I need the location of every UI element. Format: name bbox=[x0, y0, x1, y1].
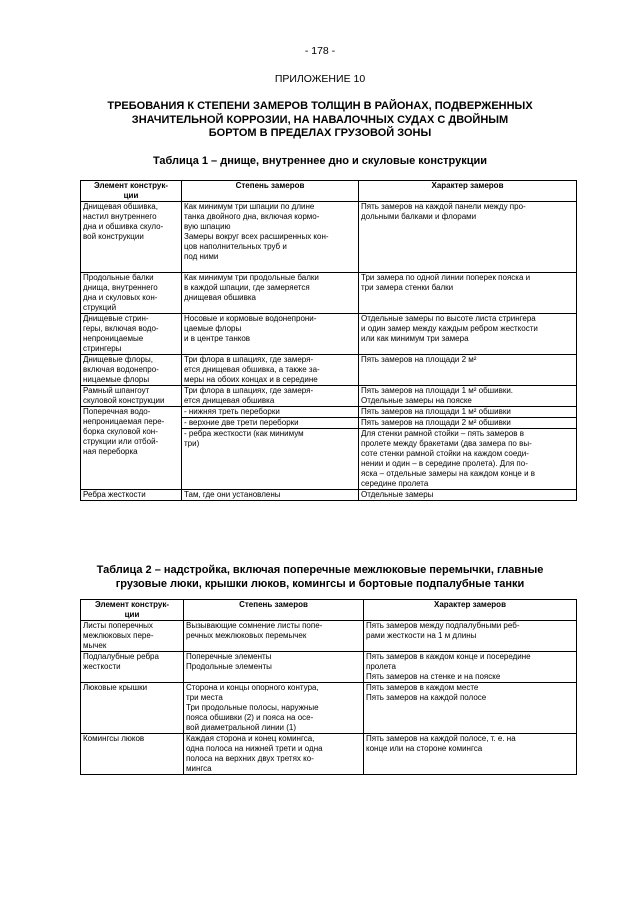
extent-cell bbox=[182, 355, 359, 386]
caption-line: Таблица 1 – днище, внутреннее дно и скуловые конструкции bbox=[152, 155, 488, 167]
cell-line: Днищевая обшивка, bbox=[83, 202, 158, 211]
cell-line: - ребра жесткости (как минимум bbox=[184, 429, 304, 438]
pattern-cell bbox=[359, 386, 577, 407]
cell-line: струкций bbox=[83, 303, 117, 312]
extent-cell bbox=[182, 273, 359, 314]
element-cell bbox=[81, 621, 184, 652]
cell-line: рами жесткости на 1 м длины bbox=[366, 631, 477, 640]
cell-line: Пять замеров на стенке и на пояске bbox=[366, 672, 501, 681]
cell-line: струкции или отбой- bbox=[83, 437, 159, 446]
cell-line: соте стенки рамной стойки на каждом соеди- bbox=[361, 449, 529, 458]
cell-line: вой конструкции bbox=[83, 232, 144, 241]
cell-line: Пять замеров в каждом конце и посередине bbox=[366, 652, 531, 661]
pattern-cell bbox=[364, 734, 577, 775]
cell-line: речных межлюковых перемычек bbox=[186, 631, 307, 640]
header-line: Степень замеров bbox=[239, 600, 308, 609]
header-line: ции bbox=[123, 191, 139, 200]
cell-line: Отдельные замеры на пояске bbox=[361, 396, 472, 405]
pattern-cell bbox=[359, 355, 577, 386]
cell-line: Каждая сторона и конец комингса, bbox=[186, 734, 315, 743]
element-cell bbox=[81, 314, 182, 355]
cell-line: мингса bbox=[186, 764, 212, 773]
heading-line: БОРТОМ В ПРЕДЕЛАХ ГРУЗОВОЙ ЗОНЫ bbox=[208, 127, 432, 139]
cell-line: вую шпацию bbox=[184, 222, 231, 231]
cell-line: днищевая обшивка bbox=[184, 293, 256, 302]
header-pattern bbox=[364, 600, 577, 621]
cell-line: цов наполнительных труб и bbox=[184, 242, 287, 251]
extent-cell bbox=[184, 652, 364, 683]
pattern-cell bbox=[364, 683, 577, 734]
table-row bbox=[81, 273, 577, 314]
cell-line: танка двойного дна, включая кормо- bbox=[184, 212, 320, 221]
cell-line: Комингсы люков bbox=[83, 734, 145, 743]
pattern-cell bbox=[359, 490, 577, 501]
cell-line: Люковые крышки bbox=[83, 683, 148, 692]
table1-caption bbox=[60, 155, 580, 169]
cell-line: и в центре танков bbox=[184, 334, 251, 343]
extent-cell bbox=[182, 202, 359, 273]
cell-line: середине пролета bbox=[361, 479, 429, 488]
cell-line: пролета bbox=[366, 662, 396, 671]
extent-cell bbox=[182, 418, 359, 429]
table-row bbox=[81, 652, 577, 683]
cell-line: геры, включая водо- bbox=[83, 324, 159, 333]
cell-line: Там, где они установлены bbox=[184, 490, 281, 499]
cell-line: Три флора в шпациях, где замеря- bbox=[184, 386, 314, 395]
pattern-cell bbox=[359, 314, 577, 355]
header-extent bbox=[184, 600, 364, 621]
cell-line: Поперечные элементы bbox=[186, 652, 272, 661]
heading-line: ТРЕБОВАНИЯ К СТЕПЕНИ ЗАМЕРОВ ТОЛЩИН В РАЙОНАХ, ПОДВЕРЖЕННЫХ bbox=[107, 100, 533, 112]
appendix-title: ПРИЛОЖЕНИЕ 10 bbox=[274, 73, 366, 85]
element-cell bbox=[81, 490, 182, 501]
cell-line: Три продольные полосы, наружные bbox=[186, 703, 319, 712]
element-cell bbox=[81, 202, 182, 273]
cell-line: настил внутреннего bbox=[83, 212, 157, 221]
cell-line: Пять замеров на каждой панели между про- bbox=[361, 202, 526, 211]
cell-line: Ребра жесткости bbox=[83, 490, 146, 499]
table-row bbox=[81, 202, 577, 273]
pattern-cell bbox=[359, 418, 577, 429]
cell-line: Листы поперечных bbox=[83, 621, 153, 630]
table2-caption bbox=[60, 564, 580, 591]
table-row bbox=[81, 490, 577, 501]
cell-line: ется днищевая обшивка, а также за- bbox=[184, 365, 320, 374]
cell-line: яска – отдельные замеры на каждом конце и в bbox=[361, 469, 536, 478]
cell-line: Отдельные замеры bbox=[361, 490, 434, 499]
extent-cell bbox=[184, 734, 364, 775]
cell-line: Как минимум три продольные балки bbox=[184, 273, 319, 282]
cell-line: и один замер между каждым ребром жесткости bbox=[361, 324, 538, 333]
cell-line: в каждой шпации, где замеряется bbox=[184, 283, 310, 292]
cell-line: Вызывающие сомнение листы попе- bbox=[186, 621, 323, 630]
cell-line: непроницаемые bbox=[83, 334, 144, 343]
cell-line: Пять замеров на площади 1 м² обшивки bbox=[361, 407, 511, 416]
table-row bbox=[81, 355, 577, 386]
pattern-cell bbox=[359, 407, 577, 418]
extent-cell bbox=[182, 386, 359, 407]
cell-line: пояса обшивки (2) и пояса на осе- bbox=[186, 713, 314, 722]
cell-line: Рамный шпангоут bbox=[83, 386, 150, 395]
pattern-cell bbox=[359, 273, 577, 314]
header-extent bbox=[182, 181, 359, 202]
header-element bbox=[81, 181, 182, 202]
cell-line: Пять замеров на площади 2 м² обшивки bbox=[361, 418, 511, 427]
cell-line: Продольные элементы bbox=[186, 662, 272, 671]
cell-line: одна полоса на нижней трети и одна bbox=[186, 744, 323, 753]
pattern-cell bbox=[364, 652, 577, 683]
table-header-row bbox=[81, 600, 577, 621]
element-cell bbox=[81, 734, 184, 775]
header-element bbox=[81, 600, 184, 621]
caption-line: Таблица 2 – надстройка, включая поперечные межлюковые перемычки, главные bbox=[96, 564, 544, 576]
cell-line: дна и скуловых кон- bbox=[83, 293, 158, 302]
table2 bbox=[80, 599, 577, 775]
pattern-cell bbox=[359, 202, 577, 273]
cell-line: - нижняя треть переборки bbox=[184, 407, 280, 416]
header-line: Степень замеров bbox=[235, 181, 305, 190]
main-heading bbox=[70, 100, 570, 141]
cell-line: Как минимум три шпации по длине bbox=[184, 202, 315, 211]
header-line: Характер замеров bbox=[431, 181, 504, 190]
caption-line: грузовые люки, крышки люков, комингсы и бортовые подпалубные танки bbox=[115, 577, 525, 590]
extent-cell bbox=[182, 429, 359, 490]
table-row bbox=[81, 621, 577, 652]
cell-line: пролете между бракетами (два замера по вы- bbox=[361, 439, 532, 448]
cell-line: борка скуловой кон- bbox=[83, 427, 158, 436]
header-line: Характер замеров bbox=[434, 600, 506, 609]
header-line: Элемент конструк- bbox=[94, 600, 170, 609]
cell-line: Три флора в шпациях, где замеря- bbox=[184, 355, 314, 364]
cell-line: Подпалубные ребра bbox=[83, 652, 159, 661]
element-cell bbox=[81, 273, 182, 314]
table-header-row bbox=[81, 181, 577, 202]
table-row bbox=[81, 407, 577, 418]
header-line: Элемент конструк- bbox=[93, 181, 169, 190]
element-cell bbox=[81, 683, 184, 734]
cell-line: Днищевые стрин- bbox=[83, 314, 149, 323]
header-pattern bbox=[359, 181, 577, 202]
table-row bbox=[81, 683, 577, 734]
cell-line: Пять замеров на площади 1 м² обшивки. bbox=[361, 386, 514, 395]
heading-line: ЗНАЧИТЕЛЬНОЙ КОРРОЗИИ, НА НАВАЛОЧНЫХ СУДАХ С ДВОЙНЫМ bbox=[131, 113, 509, 126]
extent-cell bbox=[182, 314, 359, 355]
cell-line: Пять замеров в каждом месте bbox=[366, 683, 479, 692]
cell-line: полоса на верхних двух третях ко- bbox=[186, 754, 314, 763]
cell-line: скуловой конструкции bbox=[83, 396, 165, 405]
cell-line: жесткости bbox=[83, 662, 121, 671]
cell-line: под ними bbox=[184, 252, 219, 261]
pattern-cell bbox=[364, 621, 577, 652]
cell-line: ницаемые флоры bbox=[83, 375, 150, 384]
pattern-cell bbox=[359, 429, 577, 490]
cell-line: конце или на стороне комингса bbox=[366, 744, 483, 753]
cell-line: три места bbox=[186, 693, 223, 702]
extent-cell bbox=[184, 621, 364, 652]
cell-line: включая водонепро- bbox=[83, 365, 159, 374]
cell-line: меры на обоих концах и в середине bbox=[184, 375, 318, 384]
cell-line: Замеры вокруг всех расширенных кон- bbox=[184, 232, 329, 241]
cell-line: вой диаметральной линии (1) bbox=[186, 723, 297, 732]
cell-line: Днищевые флоры, bbox=[83, 355, 153, 364]
cell-line: Поперечная водо- bbox=[83, 407, 151, 416]
cell-line: ная переборка bbox=[83, 447, 138, 456]
cell-line: мычек bbox=[83, 641, 107, 650]
header-line: ции bbox=[124, 610, 140, 619]
cell-line: Отдельные замеры по высоте листа стрингера bbox=[361, 314, 536, 323]
cell-line: нении и один – в середине пролета). Для по- bbox=[361, 459, 528, 468]
cell-line: непроницаемая пере- bbox=[83, 417, 165, 426]
table1 bbox=[80, 180, 577, 501]
cell-line: три замера стенки балки bbox=[361, 283, 454, 292]
element-cell bbox=[81, 407, 182, 490]
cell-line: - верхние две трети переборки bbox=[184, 418, 299, 427]
cell-line: Сторона и концы опорного контура, bbox=[186, 683, 319, 692]
cell-line: Три замера по одной линии поперек пояска и bbox=[361, 273, 531, 282]
cell-line: дольными балками и флорами bbox=[361, 212, 477, 221]
cell-line: цаемые флоры bbox=[184, 324, 242, 333]
extent-cell bbox=[184, 683, 364, 734]
table-row bbox=[81, 734, 577, 775]
extent-cell bbox=[182, 407, 359, 418]
cell-line: Пять замеров на каждой полосе bbox=[366, 693, 487, 702]
cell-line: Пять замеров между подпалубными реб- bbox=[366, 621, 520, 630]
table-row bbox=[81, 386, 577, 407]
cell-line: дна и обшивка скуло- bbox=[83, 222, 164, 231]
cell-line: Продольные балки bbox=[83, 273, 154, 282]
cell-line: три) bbox=[184, 439, 200, 448]
page-number: - 178 - bbox=[304, 45, 336, 57]
cell-line: межлюковых пере- bbox=[83, 631, 154, 640]
element-cell bbox=[81, 652, 184, 683]
element-cell bbox=[81, 386, 182, 407]
cell-line: Пять замеров на площади 2 м² bbox=[361, 355, 477, 364]
table-row bbox=[81, 314, 577, 355]
cell-line: Для стенки рамной стойки – пять замеров в bbox=[361, 429, 524, 438]
cell-line: ется днищевая обшивка bbox=[184, 396, 275, 405]
extent-cell bbox=[182, 490, 359, 501]
cell-line: стрингеры bbox=[83, 344, 122, 353]
cell-line: Пять замеров на каждой полосе, т. е. на bbox=[366, 734, 516, 743]
cell-line: или как минимум три замера bbox=[361, 334, 469, 343]
cell-line: Носовые и кормовые водонепрони- bbox=[184, 314, 317, 323]
element-cell bbox=[81, 355, 182, 386]
cell-line: днища, внутреннего bbox=[83, 283, 158, 292]
